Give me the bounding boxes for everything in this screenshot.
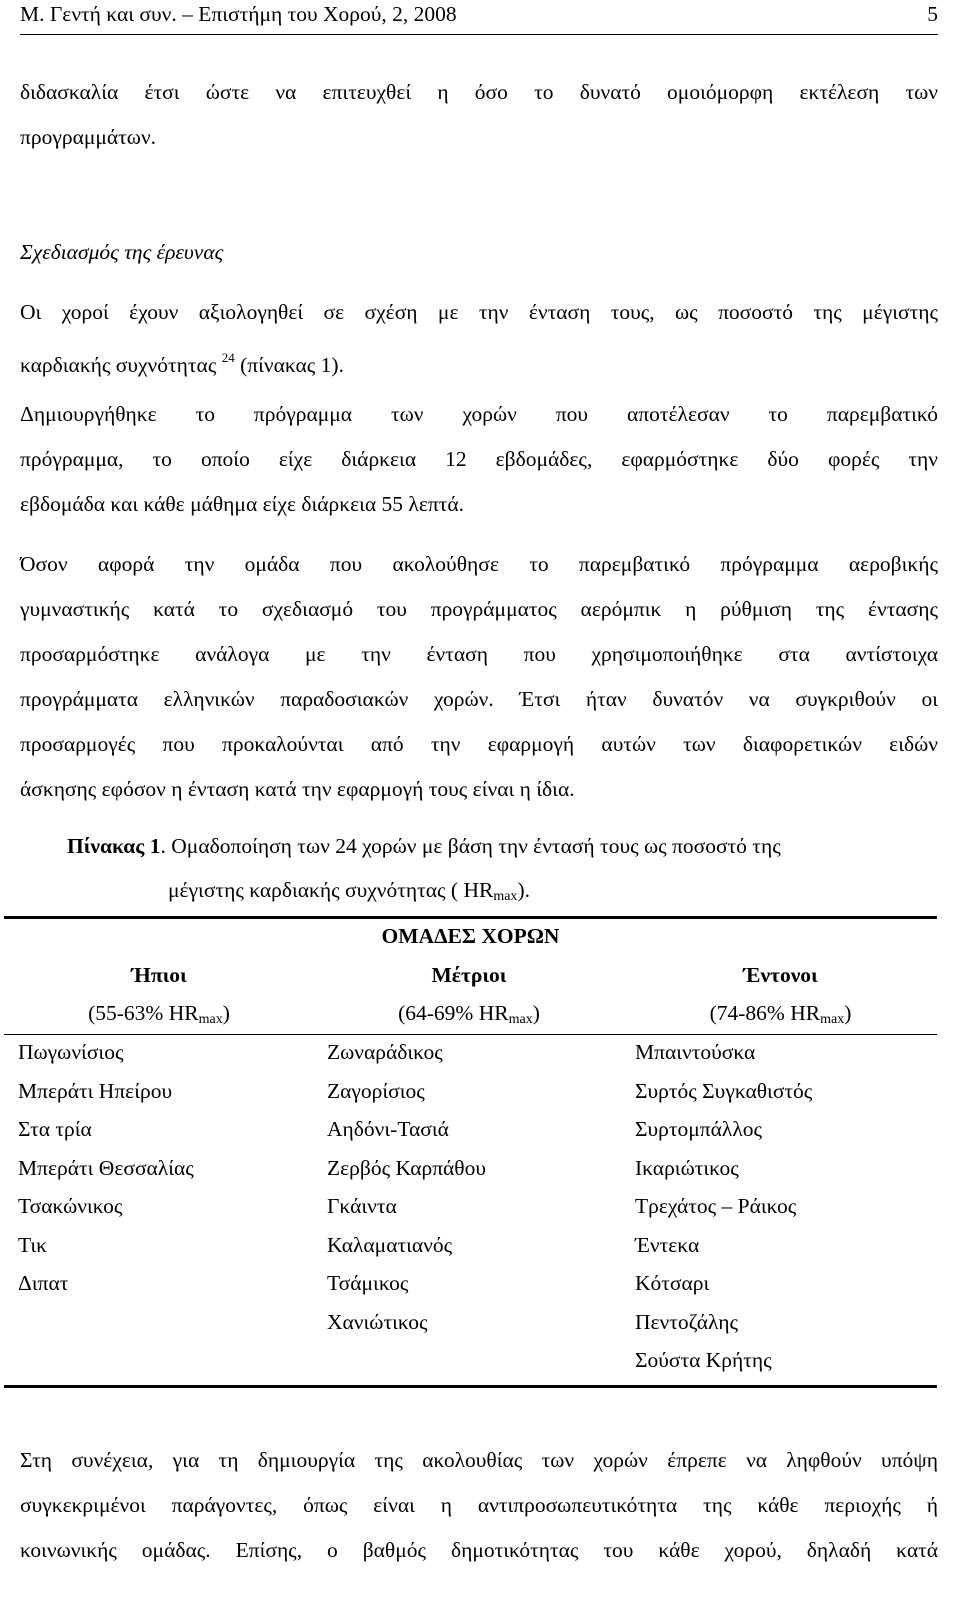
text-line: Στη συνέχεια, για τη δημιουργία της ακολουθίας των χορών έπρεπε να ληφθούν υπόψη [20,1448,938,1472]
table-cell: Τσακώνικος [18,1194,123,1218]
text-line: Οι χοροί έχουν αξιολογηθεί σε σχέση με την ένταση τους, ως ποσοστό της μέγιστης [20,300,938,324]
table-cell: Μπεράτι Ηπείρου [18,1079,173,1103]
text-fragment: (πίνακας 1). [234,353,344,377]
table-cell: Τικ [18,1233,47,1257]
table-caption [67,824,927,919]
table-cell: Μπεράτι Θεσσαλίας [18,1156,194,1180]
table-cell: Χανιώτικος [327,1310,428,1334]
hr-label: HR [790,1001,821,1025]
range-moderate [314,1001,624,1028]
range-mild [4,1001,314,1028]
text-line: προγραμμάτων. [20,125,157,149]
hr-subscript: max [198,1012,223,1027]
text-line: γυμναστικής κατά το σχεδιασμό του προγράμματος αερόμπικ η ρύθμιση της έντασης [20,597,938,621]
table-cell: Ζαγορίσιος [327,1079,425,1103]
text-line: συγκεκριμένοι παράγοντες, όπως είναι η αντιπροσωπευτικότητα της κάθε περιοχής ή [20,1493,938,1517]
header-title: Μ. Γεντή και συν. – Επιστήμη του Χορού, 2, 2008 [20,2,457,26]
table-cell: Συρτομπάλλος [635,1117,763,1141]
range-text: (64-69% [398,1001,479,1025]
table-cell: Πωγωνίσιος [18,1040,124,1064]
range-intense [624,1001,937,1028]
text-line: προγράμματα ελληνικών παραδοσιακών χορών. Έτσι ήταν δυνατόν να συγκριθούν οι [20,687,938,711]
table-cell: Ικαριώτικος [635,1156,739,1180]
range-text: (74-86% [709,1001,791,1025]
table-bottom-rule [4,1385,937,1388]
table-cell: Τρεχάτος – Ράικος [635,1194,797,1218]
column-header-intense: Έντονοι [743,963,818,987]
table-cell: Γκάιντα [327,1194,397,1218]
page-number: 5 [927,2,938,26]
section-heading: Σχεδιασμός της έρευνας [20,240,224,264]
paragraph-program [20,392,938,527]
table-cell: Συρτός Συγκαθιστός [635,1079,813,1103]
range-text: ) [844,1001,852,1025]
text-line: προσαρμογές που προκαλούνται από την εφαρμογή αυτών των διαφορετικών ειδών [20,732,938,756]
paragraph-aerobics [20,542,938,812]
table-cell: Τσάμικος [327,1271,409,1295]
text-line: άσκησης εφόσον η ένταση κατά την εφαρμογή τους είναι η ίδια. [20,777,575,801]
paragraph-design [20,290,938,388]
column-header-mild: Ήπιοι [131,963,187,987]
table-cell: Κότσαρι [635,1271,710,1295]
caption-subscript: max [493,889,518,904]
caption-text: μέγιστης καρδιακής συχνότητας ( HR [168,878,494,902]
table-cell: Ζωναράδικος [327,1040,443,1064]
caption-text: ). [517,878,530,902]
table-header-rule [4,1034,937,1035]
text-line: πρόγραμμα, το οποίο είχε διάρκεια 12 εβδομάδες, εφαρμόστηκε δύο φορές την [20,447,938,471]
hr-label: HR [478,1001,509,1025]
table-cell: Έντεκα [635,1233,700,1257]
reference-number: 24 [221,350,235,365]
table-cell: Διπατ [18,1271,69,1295]
header-rule [20,34,938,35]
paragraph-sequence [20,1438,938,1573]
caption-text: . Ομαδοποίηση των 24 χορών με βάση την έντασή τους ως ποσοστό της [160,834,781,858]
range-text: ) [532,1001,540,1025]
table-cell: Καλαματιανός [327,1233,453,1257]
text-line: προσαρμόστηκε ανάλογα με την ένταση που χρησιμοποιήθηκε στα αντίστοιχα [20,642,938,666]
caption-line [67,824,927,868]
hr-label: HR [168,1001,199,1025]
text-fragment: καρδιακής συχνότητας [20,353,222,377]
table-super-header: ΟΜΑΔΕΣ ΧΟΡΩΝ [381,924,560,948]
range-text: ) [222,1001,230,1025]
table-cell: Ζερβός Καρπάθου [327,1156,487,1180]
hr-subscript: max [820,1012,845,1027]
caption-line [67,868,927,919]
text-line [20,335,938,388]
text-line: Δημιουργήθηκε το πρόγραμμα των χορών που αποτέλεσαν το παρεμβατικό [20,402,938,426]
column-header-moderate: Μέτριοι [431,963,507,987]
paragraph-intro [20,70,938,160]
text-line: διδασκαλία έτσι ώστε να επιτευχθεί η όσο το δυνατό ομοιόμορφη εκτέλεση των [20,80,938,104]
table-cell: Πεντοζάλης [635,1310,739,1334]
hr-subscript: max [508,1012,533,1027]
range-text: (55-63% [88,1001,169,1025]
table-cell: Στα τρία [18,1117,92,1141]
table-cell: Αηδόνι-Τασιά [327,1117,449,1141]
running-header [20,0,938,30]
text-line: κοινωνικής ομάδας. Επίσης, ο βαθμός δημοτικότητας του κάθε χορού, δηλαδή κατά [20,1538,938,1562]
caption-label: Πίνακας 1 [67,834,161,858]
table-cell: Μπαιντούσκα [635,1040,756,1064]
text-line: εβδομάδα και κάθε μάθημα είχε διάρκεια 55 λεπτά. [20,492,465,516]
table-cell: Σούστα Κρήτης [635,1348,772,1372]
table-top-rule [4,916,937,919]
text-line: Όσον αφορά την ομάδα που ακολούθησε το παρεμβατικό πρόγραμμα αεροβικής [20,552,938,576]
